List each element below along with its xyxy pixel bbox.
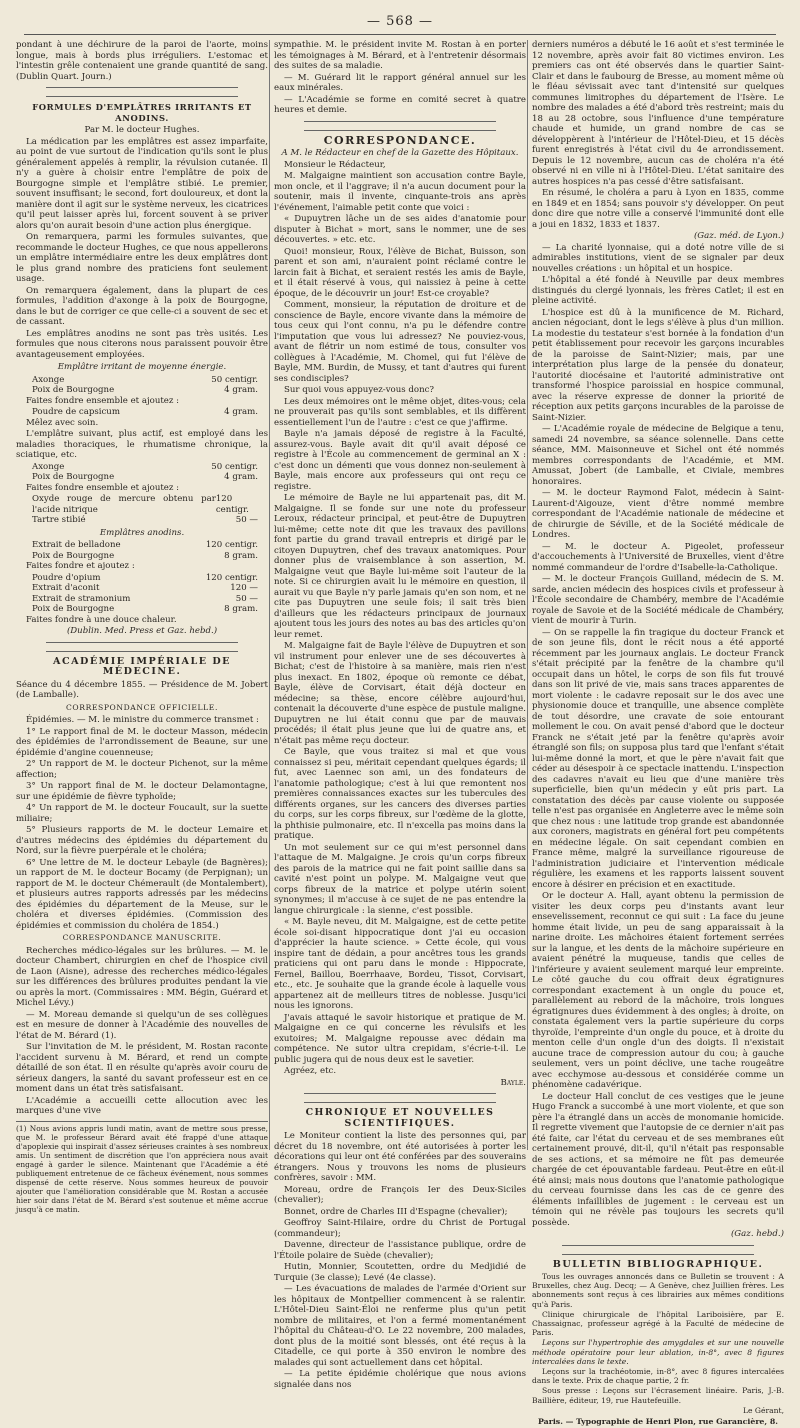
paragraph: On remarquera également, dans la plupart de ces formules, l'addition d'axonge à la poix de Bourgogne, dans le but de corriger ce que celle-ci a souvent de sec et de cassant. bbox=[16, 285, 268, 327]
paragraph: Épidémies. — M. le ministre du commerce transmet : bbox=[26, 715, 259, 725]
quantity: 4 gram. bbox=[224, 385, 258, 395]
recipe-line bbox=[16, 594, 268, 605]
paragraph: Sur quoi vous appuyez-vous donc? bbox=[284, 385, 435, 395]
paragraph: Les emplâtres anodins ne sont pas très usités. Les formules que nous citerons nous paraissent pouvoir être avantageusement employées. bbox=[16, 328, 268, 360]
printer-imprint: Paris. — Typographie de Henri Plon, rue Garancière, 8. bbox=[538, 1417, 778, 1427]
paragraph: Agréez, etc. bbox=[284, 1066, 337, 1076]
paragraph: Comment, monsieur, la réputation de droiture et de conscience de Bayle, encore vivante dans la mémoire de tous ceux qui l'ont connu, n'a pu le défendre contre l'imputation que vous lui adressez? Ne pouviez-vous, avant de flétrir un nom estimé de tous, consulter vos collègues à l'Académie, M. Chomel, qui fut l'élève de Bayle, MM. Burdin, de Mussy, et tant d'autres qui furent ses condisciples? bbox=[274, 300, 526, 384]
paragraph: L'hôpital a été fondé à Neuville par deux membres distingués du clergé lyonnais, les frères Catlet; il est en pleine activité. bbox=[532, 275, 784, 306]
ingredient: Poix de Bourgogne bbox=[32, 385, 115, 395]
article-title: FORMULES D'EMPLÂTRES IRRITANTS ET ANODINS. bbox=[32, 102, 252, 123]
article-author: Par M. le docteur Hughes. bbox=[84, 125, 200, 135]
header-rule bbox=[24, 34, 776, 35]
paragraph: En résumé, le choléra a paru à Lyon en 1835, comme en 1849 et en 1854; sans pouvoir s'y développer. On peut donc dire que notre ville a conservé l'immunité dont elle a joui en 1832, 1833 et 1837. bbox=[532, 188, 784, 230]
quantity: 4 gram. bbox=[224, 407, 258, 417]
paragraph: 6° Une lettre de M. le docteur Lebayle (de Bagnères); un rapport de M. le docteur Bocamy (de Perpignan); un rapport de M. le docteur Chémerault (de Montalembert), et plusieurs autres rapports adressés par les médecins des épidémies du département de la Meuse, sur le choléra et diverses épidémies. (Commission des épidémies et commission du choléra de 1854.) bbox=[16, 857, 268, 931]
paragraph: — M. le docteur A. Pigeolet, professeur d'accouchements à l'Université de Bruxelles, vient d'être nommé commandeur de l'ordre d'Isabelle-la-Catholique. bbox=[532, 541, 784, 573]
paragraph: Les deux mémoires ont le même objet, dites-vous; cela ne prouverait pas qu'ils sont semblables, et ils diffèrent essentiellement l'un de l'autre : c'est ce que j'affirme. bbox=[274, 396, 526, 428]
quantity: 120 centigr. bbox=[215, 494, 249, 515]
paragraph: — L'Académie se forme en comité secret à quatre heures et demie. bbox=[274, 94, 526, 115]
paragraph: Geoffroy Saint-Hilaire, ordre du Christ de Portugal (commandeur); bbox=[274, 1218, 526, 1239]
source-citation: (Dublin. Med. Press et Gaz. hebd.) bbox=[66, 626, 218, 636]
paragraph: 1° Le rapport final de M. le docteur Masson, médecin des épidémies de l'arrondissement de Beaune, sur une épidémie d'angine couenneuse; bbox=[16, 726, 268, 758]
recipe-line bbox=[16, 462, 268, 473]
recipe-line bbox=[16, 494, 268, 515]
ingredient: Extrait d'aconit bbox=[32, 583, 100, 593]
ornament-divider bbox=[46, 87, 238, 97]
ornament-divider bbox=[304, 1093, 496, 1103]
quantity: 4 gram. bbox=[224, 472, 258, 482]
paragraph: 4° Un rapport de M. le docteur Foucault, sur la suette miliaire; bbox=[16, 803, 268, 824]
paragraph: — L'Académie royale de médecine de Belgique a tenu, samedi 24 novembre, sa séance solennelle. Dans cette séance, MM. Maisonneuve et Sichel ont été nommés membres correspondants de l'Académie, et MM. Amussat, Jobert (de Lamballe, et Civiale, membres honoraires. bbox=[532, 424, 784, 487]
bulletin-entry: Leçons sur l'hypertrophie des amygdales et sur une nouvelle méthode opératoire pour leur ablation, in-8°, avec 8 figures intercalées dans le texte. bbox=[532, 1338, 784, 1366]
paragraph: 3° Un rapport final de M. le docteur Delamontagne, sur une épidémie de fièvre typhoïde; bbox=[16, 781, 268, 802]
ingredient: Poudre d'opium bbox=[32, 572, 101, 583]
bulletin-entry: Leçons sur la trachéotomie, in-8°, avec 8 figures intercalées dans le texte. Prix de chaque partie, 2 fr. bbox=[532, 1367, 784, 1386]
paragraph: — M. Guérard lit le rapport général annuel sur les eaux minérales. bbox=[274, 72, 526, 93]
paragraph: L'Académie a accueilli cette allocution avec les marques d'une vive bbox=[16, 1095, 268, 1116]
recipe-instruction: Faites fondre ensemble et ajoutez : bbox=[26, 482, 180, 493]
paragraph: Le Moniteur contient la liste des personnes qui, par décret du 18 novembre, ont été autorisées à porter les décorations qui leur ont été conférées par des souverains étrangers. Nous y trouvons les noms de plusieurs confrères, savoir : MM. bbox=[274, 1131, 526, 1183]
column-3 bbox=[532, 40, 784, 1427]
paragraph: Le docteur Hall conclut de ces vestiges que le jeune Hugo Franck a succombé à une mort violente, et que son père l'a étranglé dans un accès de monomanie homicide. Il regrette vivement que l'autopsie de ce dernier n'ait pas été faite, car l'état du cerveau et de ses membranes eût certainement prouvé, dit-il, qu'il n'était pas responsable de ses actions, et sa mémoire ne fût pas demeurée chargée de cet épouvantable fardeau. Peut-être en eût-il été ainsi; mais nous doutons que l'anatomie pathologique du cerveau fournisse dans les cas de ce genre des éléments infaillibles de jugement : le cerveau est un témoin qui ne révèle pas toujours les secrets qu'il possède. bbox=[532, 1091, 784, 1228]
paragraph: — La petite épidémie cholérique que nous avions signalée dans nos bbox=[274, 1369, 526, 1390]
recipe-line bbox=[16, 385, 268, 396]
paragraph: — M. le docteur Raymond Falot, médecin à Saint-Laurent-d'Aigouze, vient d'être nommé membre correspondant de l'Académie nationale de médecine et de chirurgie de Séville, et de la Société médicale de Londres. bbox=[532, 488, 784, 540]
paragraph: Bonnet, ordre de Charles III d'Espagne (chevalier); bbox=[284, 1206, 508, 1217]
recipe-line bbox=[16, 375, 268, 386]
subsection-title: CORRESPONDANCE MANUSCRITE. bbox=[62, 933, 222, 942]
quantity: 8 gram. bbox=[224, 604, 258, 614]
ornament-divider bbox=[562, 1245, 754, 1255]
column-divider bbox=[527, 40, 528, 1150]
source-citation: (Gaz. méd. de Lyon.) bbox=[693, 231, 784, 241]
recipe-title: Emplâtre irritant de moyenne énergie. bbox=[57, 362, 227, 372]
paragraph: Un mot seulement sur ce qui m'est personnel dans l'attaque de M. Malgaigne. Je crois qu'un corps fibreux des parois de la matrice qui ne fait point saillie dans sa cavité n'est point un polype. M. Malgaigne veut que corps fibreux de la matrice et polype utérin soient synonymes; il m'accuse à ce sujet de ne pas entendre la langue chirurgicale : la sienne, c'est possible. bbox=[274, 842, 526, 916]
paragraph: — Les évacuations de malades de l'armée d'Orient sur les hôpitaux de Montpellier commencent à se ralentir. L'Hôtel-Dieu Saint-Éloi ne renferme plus qu'un petit nombre de militaires, et l'on a fermé momentanément l'hôpital du Château-d'O. Le 22 novembre, 200 malades, dont plus de la moitié sont blessés, ont été reçus à la Citadelle, ce qui porte à 350 environ le nombre des malades qui sont actuellement dans cet hôpital. bbox=[274, 1284, 526, 1368]
paragraph: — On se rappelle la fin tragique du docteur Franck et de son jeune fils, dont le récit nous a été apporté récemment par les journaux anglais. Le docteur Franck s'était précipité par la fenêtre de la chambre qu'il occupait dans un hôtel, le corps de son fils fut trouvé dans son lit privé de vie, mais sans traces apparentes de mort violente : le cadavre reposait sur le dos avec une physionomie douce et tranquille, une absence complète de tout désordre, une cravate de soie entourant mollement le cou. On avait pensé d'abord que le docteur Franck ne s'était jeté par la fenêtre qu'après avoir étranglé son fils; on supposa plus tard que l'enfant s'était lui-même donné la mort, et que le père n'avait fait que céder au désespoir à ce spectacle inattendu. L'inspection des cadavres n'avait eu lieu que d'une manière très superficielle, bien qu'un médecin y eût pris part. La constatation des décès par cause violente ou supposée telle n'est pas organisée en Angleterre avec le même soin que chez nous : une latitude trop grande est abandonnée aux coroners, magistrats en général fort peu compétents en médecine légale. On sait cependant combien en France même, malgré la surveillance rigoureuse de l'administration judiciaire et l'intervention médicale régulière, les examens et les rapports laissent souvent encore à désirer en précision et en exactitude. bbox=[532, 627, 784, 890]
ingredient: Poix de Bourgogne bbox=[32, 604, 115, 614]
paragraph: L'emplâtre suivant, plus actif, est employé dans les maladies thoraciques, le rhumatisme chronique, la sciatique, etc. bbox=[16, 429, 268, 460]
paragraph: Quoi! monsieur, Roux, l'élève de Bichat, Buisson, son parent et son ami, n'auraient point réclamé contre le larcin fait à Bichat, et seraient restés les amis de Bayle, et il était réservé à vous, qui naissiez à peine à cette époque, de le découvrir un jour! Est-ce croyable? bbox=[274, 246, 526, 299]
section-title: BULLETIN BIBLIOGRAPHIQUE. bbox=[552, 1258, 764, 1270]
quantity: 50 centigr. bbox=[211, 461, 258, 472]
paragraph: Recherches médico-légales sur les brûlures. — M. le docteur Chambert, chirurgien en chef de l'hospice civil de Laon (Aisne), adresse des recherches médico-légales sur les différences des brûlures produites pendant la vie ou après la mort. (Commissaires : MM. Bégin, Guérard et Michel Lévy.) bbox=[16, 945, 268, 1008]
ingredient: Poix de Bourgogne bbox=[32, 472, 115, 482]
quantity: 8 gram. bbox=[224, 550, 258, 561]
column-1 bbox=[16, 40, 268, 1214]
ingredient: Extrait de belladone bbox=[32, 540, 121, 550]
paragraph: M. Malgaigne maintient son accusation contre Bayle, mon oncle, et il l'aggrave; il n'a aucun document pour la soutenir, mais il invente, cinquante-trois ans après l'événement, l'aimable petit conte que voici : bbox=[274, 171, 526, 213]
page-number: — 568 — bbox=[366, 14, 434, 29]
ornament-divider bbox=[304, 121, 496, 131]
recipe-line bbox=[16, 551, 268, 562]
ingredient: Poudre de capsicum bbox=[32, 407, 120, 417]
recipe-line bbox=[16, 472, 268, 483]
paragraph: 2° Un rapport de M. le docteur Pichenot, sur la même affection; bbox=[16, 759, 268, 780]
quantity: 120 centigr. bbox=[205, 572, 258, 583]
paragraph: Bayle n'a jamais déposé de registre à la Faculté, assurez-vous. Bayle avait dit qu'il avait déposé ce registre à l'École au commencement de germinal an X : c'est donc un démenti que vous donnez non-seulement à Bayle, mais encore aux professeurs qui ont reçu ce registre. bbox=[274, 429, 526, 492]
paragraph: M. Malgaigne fait de Bayle l'élève de Dupuytren et son vil instrument pour enlever une de ses découvertes à Bichat; c'est de l'histoire à sa manière, mais rien n'est plus inexact. En 1802, époque où remonte ce débat, Bayle, élève de Corvisart, était déjà docteur en médecine; sa thèse, encore célèbre aujourd'hui, contenait la découverte d'une espèce de pustule maligne. Dupuytren ne lui était connu que par de mauvais procédés; il était plus jeune que lui de quatre ans, et n'était pas même reçu docteur. bbox=[274, 641, 526, 746]
source-citation: (Gaz. hebd.) bbox=[730, 1229, 784, 1239]
paragraph: sympathie. M. le président invite M. Rostan à en porter les témoignages à M. Bérard, et à l'entretenir désormais des suites de sa maladie. bbox=[274, 40, 526, 71]
quantity: 50 — bbox=[235, 593, 258, 604]
bulletin-entry: Clinique chirurgicale de l'hôpital Lariboisière, par E. Chassaignac, professeur agrégé à la Faculté de médecine de Paris. bbox=[532, 1309, 784, 1338]
bulletin-entry: Sous presse : Leçons sur l'écrasement linéaire. Paris, J.-B. Baillière, éditeur, 19, rue Hautefeuille. bbox=[532, 1386, 784, 1405]
paragraph: Sur l'invitation de M. le président, M. Rostan raconte l'accident survenu à M. Bérard, et rend un compte détaillé de son état. Il en résulte qu'après avoir couru de sérieux dangers, la santé du savant professeur est en ce moment dans un état très satisfaisant. bbox=[16, 1042, 268, 1094]
letter-addressee: A M. le Rédacteur en chef de la Gazette des Hôpitaux. bbox=[281, 148, 519, 158]
gerant-label: Le Gérant, bbox=[742, 1405, 784, 1415]
letter-salutation: Monsieur le Rédacteur, bbox=[284, 159, 386, 170]
recipe-line bbox=[16, 515, 268, 526]
section-title: CHRONIQUE ET NOUVELLES SCIENTIFIQUES. bbox=[305, 1107, 495, 1129]
ingredient: Poix de Bourgogne bbox=[32, 550, 115, 561]
recipe-line bbox=[16, 407, 268, 418]
paragraph: « Dupuytren lâche un de ses aides d'anatomie pour disputer à Bichat » mort, sans le nommer, une de ses découvertes. » etc. etc. bbox=[274, 214, 526, 245]
recipe-instruction: Faites fondre à une douce chaleur. bbox=[26, 614, 177, 625]
column-divider bbox=[269, 40, 270, 1150]
paragraph: « M. Bayle neveu, dit M. Malgaigne, est de cette petite école soi-disant hippocratique dont j'ai eu occasion d'apprécier la haute science. » Cette école, qui vous inspire tant de dédain, a pour ancêtres tous les grands praticiens qui ont paru dans le monde : Hippocrate, Fernel, Baillou, Boerrhaave, Bordeu, Tissot, Corvisart, etc., etc. Je souhaite que la grande école à laquelle vous appartenez ait de meilleurs titres de noblesse. Jusqu'ici nous les ignorons. bbox=[274, 917, 526, 1011]
ingredient: Extrait de stramonium bbox=[32, 593, 131, 604]
paragraph: derniers numéros a débuté le 16 août et s'est terminée le 12 novembre, après avoir fait 80 victimes environ. Les premiers cas ont été observés dans le quartier Saint-Clair et dans le faubourg de Bresse, au moment même où le fléau sévissait avec tant d'intensité sur quelques communes limitrophes du département de l'Isère. Le nombre des malades a été d'abord très restreint; mais du 18 au 28 octobre, sous l'influence d'une température chaude et humide, un grand nombre de cas se développèrent à l'intérieur de l'Hôtel-Dieu, et 15 décès furent enregistrés à l'état civil du 4e arrondissement. Depuis le 12 novembre, aucun cas de choléra n'a été observé ni en ville ni à l'Hôtel-Dieu. L'état sanitaire des autres hospices n'a pas cessé d'être satisfaisant. bbox=[532, 40, 784, 187]
ingredient: Tartre stibié bbox=[32, 515, 86, 525]
recipe-line bbox=[16, 583, 268, 594]
column-2 bbox=[274, 40, 526, 1390]
footnote: (1) Nous avions appris lundi matin, avant de mettre sous presse, que M. le professeur Bérard avait été frappé d'une attaque d'apoplexie qui inspirait d'assez sérieuses craintes à ses nombreux amis. Un sentiment de discrétion que l'on appréciera nous avait engagé à garder le silence. Maintenant que l'Académie a été publiquement entretenue de ce fâcheux événement, nous sommes dispensé de cette réserve. Nous sommes heureux de pouvoir ajouter que l'amélioration considérable que M. Rostan a accusée hier soir dans l'état de M. Bérard s'est soutenue et même accrue jusqu'à ce matin. bbox=[16, 1121, 268, 1214]
quantity: 120 — bbox=[230, 583, 258, 593]
paragraph: — M. le docteur François Guilland, médecin de S. M. sarde, ancien médecin des hospices civils et professeur à l'École secondaire de Chambéry, membre de l'Académie royale de Savoie et de la Société médicale de Chambéry, vient de mourir à Turin. bbox=[532, 574, 784, 626]
session-line: Séance du 4 décembre 1855. — Présidence de M. Jobert (de Lamballe). bbox=[16, 679, 268, 700]
section-title: CORRESPONDANCE. bbox=[323, 133, 477, 147]
recipe-line bbox=[16, 540, 268, 551]
paragraph: — M. Moreau demande si quelqu'un de ses collègues est en mesure de donner à l'Académie des nouvelles de l'état de M. Bérard (1). bbox=[16, 1009, 268, 1041]
quantity: 50 centigr. bbox=[211, 374, 258, 385]
recipe-instruction: Faites fondre ensemble et ajoutez : bbox=[26, 395, 180, 406]
ingredient: Axonge bbox=[32, 461, 65, 472]
paragraph: On remarquera, parmi les formules suivantes, que recommande le docteur Hughes, ce que nous appellerons un emplâtre intermédiaire entre les deux emplâtres dont le plus grand nombre des praticiens font seulement usage. bbox=[16, 232, 268, 284]
quantity: 50 — bbox=[235, 515, 258, 525]
paragraph: — La charité lyonnaise, qui a doté notre ville de si admirables institutions, vient de se signaler par deux nouvelles créations : un hôpital et un hospice. bbox=[532, 242, 784, 274]
paragraph: Ce Bayle, que vous traitez si mal et que vous connaissez si peu, méritait cependant quelques égards; il fut, avec Laennec son ami, un des fondateurs de l'anatomie pathologique; c'est à lui que remontent nos premières connaissances exactes sur les tubercules des différents organes, sur les cancers des diverses parties du corps, sur les corps fibreux, sur l'œdème de la glotte, la phthisie pulmonaire, etc. Il n'excella pas moins dans la pratique. bbox=[274, 747, 526, 841]
section-title: ACADÉMIE IMPÉRIALE DE MÉDECINE. bbox=[53, 655, 231, 677]
ingredient: Axonge bbox=[32, 374, 65, 385]
paragraph: Davenne, directeur de l'assistance publique, ordre de l'Étoile polaire de Suède (chevalier); bbox=[274, 1240, 526, 1261]
paragraph: J'avais attaqué le savoir historique et pratique de M. Malgaigne en ce qui concerne les révulsifs et les exutoires; M. Malgaigne repousse avec dédain ma compétence. Ne sutor ultra crepidam, s'écrie-t-il. Le public jugera qui de nous deux est le savetier. bbox=[274, 1012, 526, 1065]
paragraph: Moreau, ordre de François Ier des Deux-Siciles (chevalier); bbox=[274, 1184, 526, 1205]
recipe-instruction: Faites fondre et ajoutez : bbox=[26, 561, 135, 571]
paragraph: pondant à une déchirure de la paroi de l'aorte, moins longue, mais à bords plus irréguliers. L'estomac et l'intestin grêle contenaient une grande quantité de sang. (Dublin Quart. Journ.) bbox=[16, 40, 268, 82]
paragraph: Hutin, Monnier, Scoutetten, ordre du Medjidié de Turquie (3e classe); Levé (4e classe). bbox=[274, 1262, 526, 1283]
paragraph: L'hospice est dû à la munificence de M. Richard, ancien négociant, dont le legs s'élève à plus d'un million. La modestie du testateur s'est bornée à la fondation d'un petit établissement pour recevoir les garçons incurables de la paroisse de Saint-Nizier; mais, par une interprétation plus large de la pensée du donateur, l'autorité diocésaine et l'autorité administrative ont transformé l'hospice paroissial en hospice communal, avec la réserve expresse de donner la priorité de réception aux petits garçons incurables de la paroisse de Saint-Nizier. bbox=[532, 307, 784, 423]
ornament-divider bbox=[46, 642, 238, 652]
paragraph: Le mémoire de Bayle ne lui appartenait pas, dit M. Malgaigne. Il se fonde sur une note du professeur Leroux, rédacteur principal, et peut-être de Dupuytren lui-même; cette note dit que les travaux des pavillons font partie du grand travail entrepris et dirigé par le citoyen Dupuytren, chef des travaux anatomiques. Pour donner plus de vraisemblance à son assertion, M. Malgaigne veut que Bayle lui-même soit l'auteur de la note. Si ce chirurgien avait lu le mémoire en question, il aurait vu que Bayle n'y parle jamais qu'en son nom, et ne cite pas Dupuytren une seule fois; il sait très bien d'ailleurs que les rédacteurs principaux de journaux ajoutent tous les jours des notes au bas des articles qu'on leur remet. bbox=[274, 493, 526, 640]
letter-signature: Bayle. bbox=[500, 1077, 526, 1088]
paragraph: 5° Plusieurs rapports de M. le docteur Lemaire et d'autres médecins des épidémies du département du Nord, sur la fièvre puerpérale et le choléra; bbox=[16, 825, 268, 856]
recipe-instruction: Mêlez avec soin. bbox=[26, 417, 99, 428]
paragraph: Or le docteur A. Hall, ayant obtenu la permission de visiter les deux corps peu d'instants avant leur ensevelissement, reconnut ce qui suit : La face du jeune homme était livide, un peu de sang apparaissait à la narine droite. Les mâchoires étaient fortement serrées sur la langue, et les dents de la mâchoire supérieure en avaient pénétré la muqueuse, tandis que celles de l'inférieure y avaient seulement marqué leur empreinte. Le côté gauche du cou offrait deux égratignures correspondant exactement à un ongle du pouce et, parallèlement au rebord de la mâchoire, trois longues égratignures dues évidemment à des ongles; à droite, on constata également vers la partie supérieure du corps thyroïde, l'empreinte d'un ongle du pouce, et à droite du menton celle d'un ongle d'un des doigts. Il n'existait aucune trace de compression autour du cou; à gauche seulement, vers un point déclive, une tache rougeâtre avec ecchymose au-dessous et considérée comme un phénomène cadavérique. bbox=[532, 891, 784, 1090]
recipe-line bbox=[16, 573, 268, 584]
recipe-line bbox=[16, 604, 268, 615]
ingredient: Oxyde rouge de mercure obtenu par l'acide nitrique bbox=[32, 494, 216, 515]
paragraph: La médication par les emplâtres est assez imparfaite, au point de vue surtout de l'indication qu'ils sont le plus généralement appelés à remplir, la révulsion cutanée. Il n'y a guère à choisir entre l'emplâtre de poix de Bourgogne simple et l'emplâtre stibié. Le premier, souvent insuffisant; le second, fort douloureux, et dont la manière dont il agit sur le système nerveux, les cicatrices qu'il peut laisser après lui, forcent souvent à se priver alors qu'on aurait besoin d'une action plus énergique. bbox=[16, 136, 268, 231]
quantity: 120 centigr. bbox=[205, 540, 258, 550]
recipe-title: Emplâtres anodins. bbox=[99, 527, 185, 538]
bulletin-entry: Tous les ouvrages annoncés dans ce Bulletin se trouvent : A Bruxelles, chez Aug. Decq; — A Genève, chez Juillien frères. Les abonnements sont reçus à ces librairies aux mêmes conditions qu'à Paris. bbox=[532, 1272, 784, 1309]
subsection-title: CORRESPONDANCE OFFICIELLE. bbox=[66, 702, 218, 712]
